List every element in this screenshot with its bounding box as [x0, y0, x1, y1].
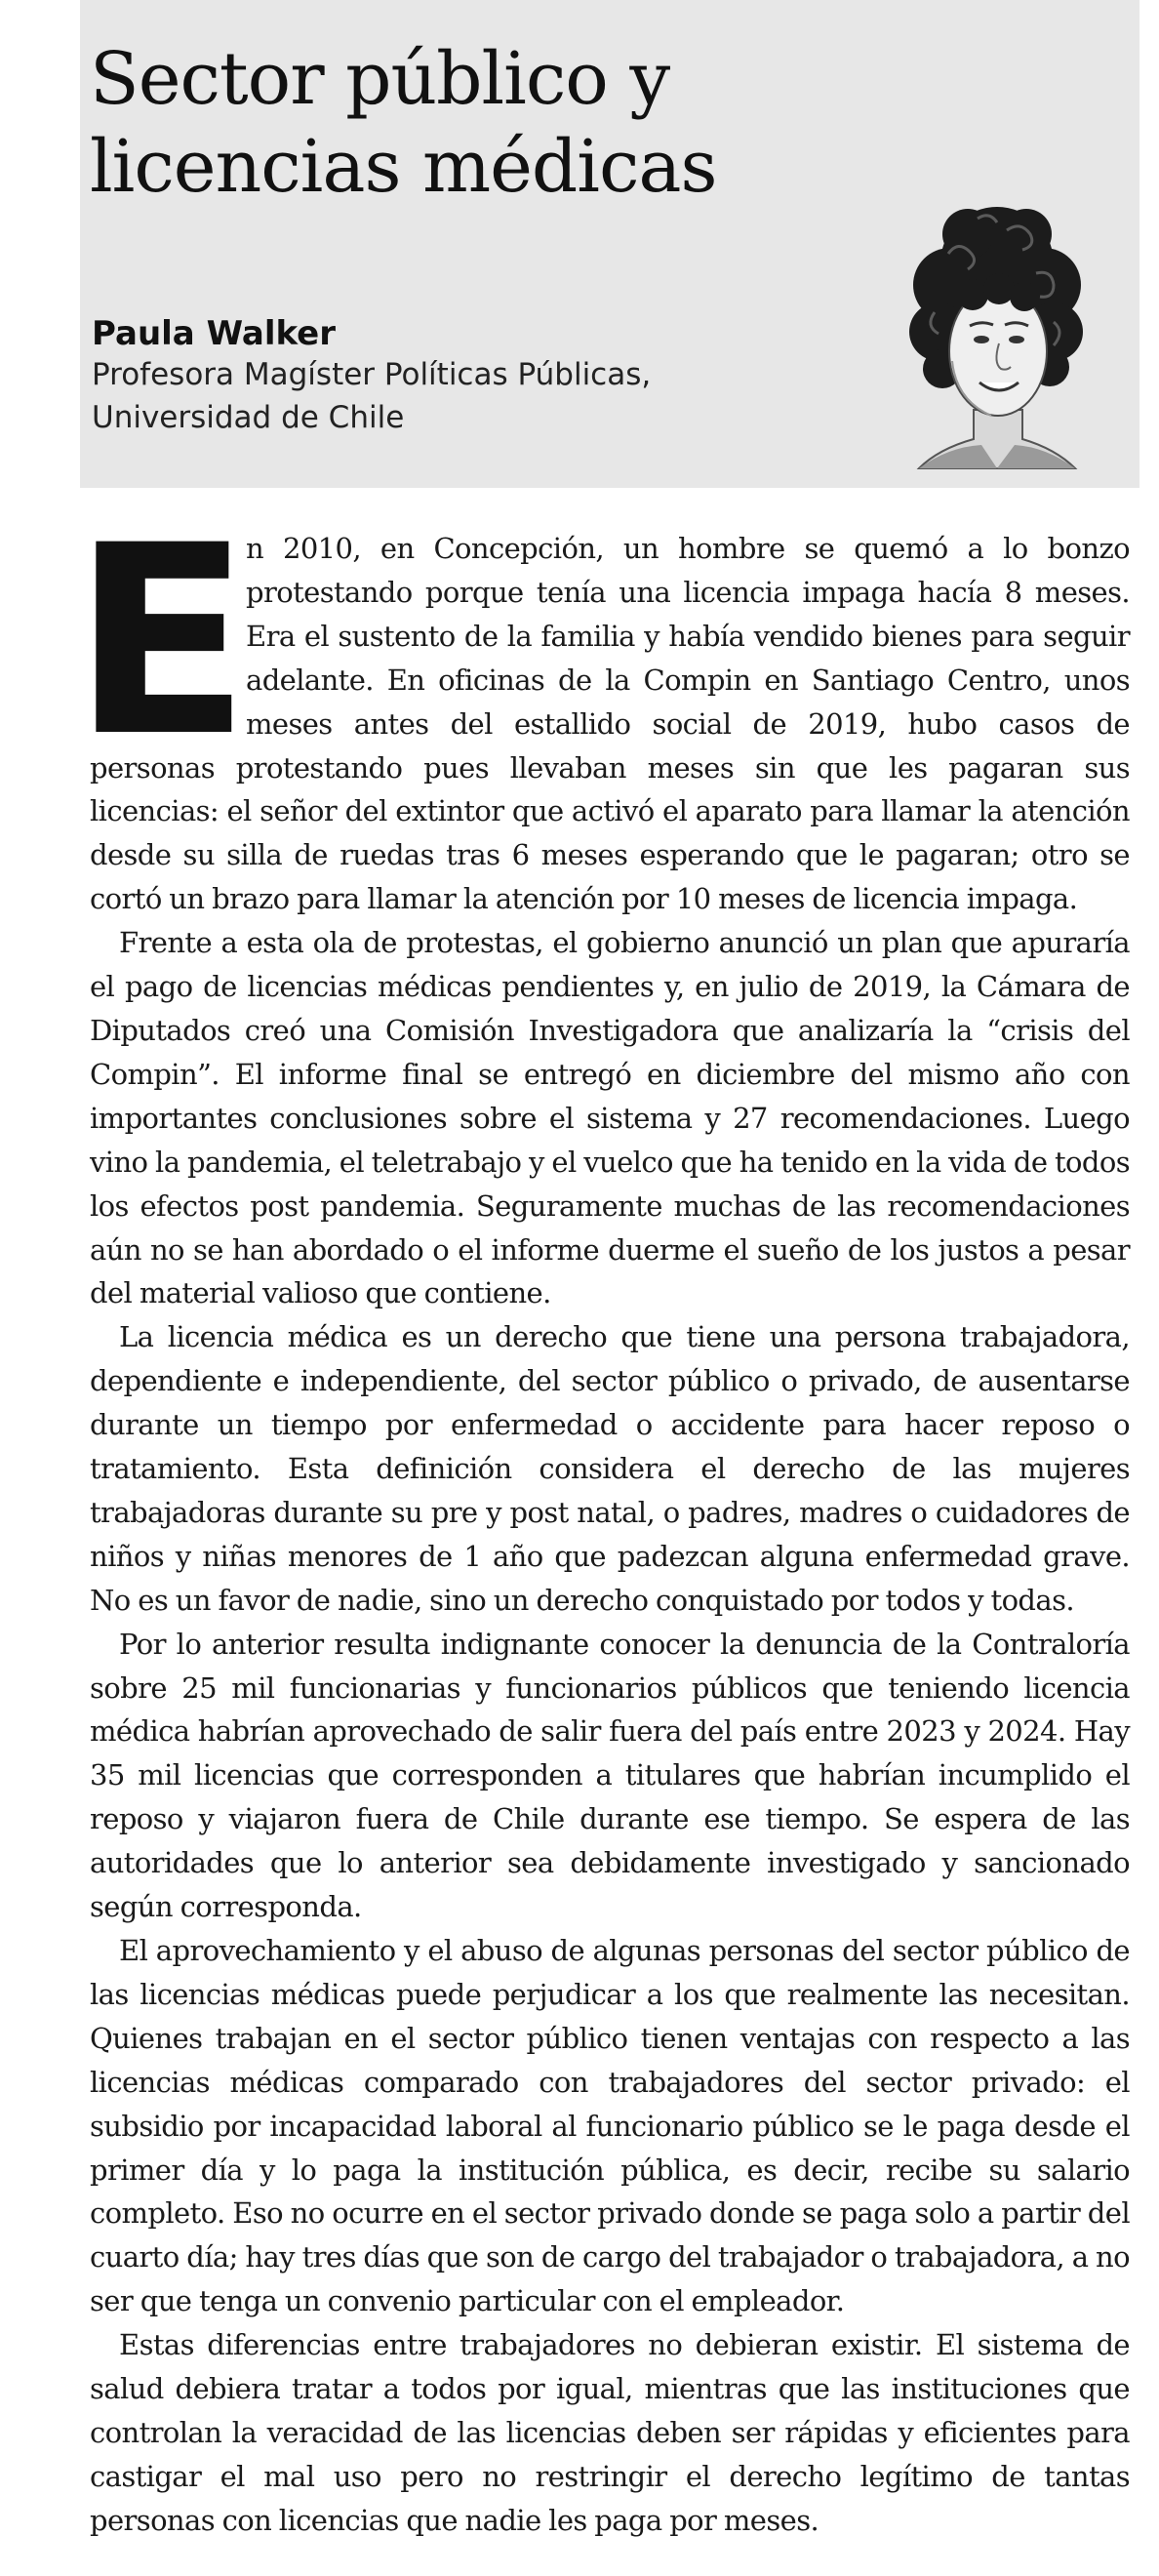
headline [90, 35, 717, 211]
author-role-line-2: Universidad de Chile [92, 400, 405, 435]
article-body [71, 490, 1131, 2543]
author-role-line-1: Profesora Magíster Políticas Públicas, [92, 357, 652, 392]
drop-cap-letter: E [71, 490, 251, 794]
author-portrait [880, 195, 1114, 468]
headline-line-1: Sector público y [90, 37, 670, 121]
paragraph-1-text: n 2010, en Concepción, un hombre se quemó a lo bonzo protestando porque tenía una licencia impaga hacía 8 meses. Era el sustento de la familia y había vendido bienes para seguir adelante. En oficinas de la Compin en Santiago Centro, unos meses antes del estallido social de 2019, hubo casos de personas protestando pues llevaban meses sin que les pagaran sus licencias: el señor del extintor que activó el aparato para llamar la atención desde su silla de ruedas tras 6 meses esperando que le pagaran; otro se cortó un brazo para llamar la atención por 10 meses de licencia impaga. [90, 532, 1130, 916]
paragraph-1 [71, 490, 1130, 921]
paragraph-2: Frente a esta ola de protestas, el gobierno anunció un plan que apuraría el pago de licencias médicas pendientes y, en julio de 2019, la Cámara de Diputados creó una Comisión Investigadora que analizaría la “crisis del Compin”. El informe final se entregó en diciembre del mismo año con importantes conclusiones sobre el sistema y 27 recomendaciones. Luego vino la pandemia, el teletrabajo y el vuelco que ha tenido en la vida de todos los efectos post pandemia. Seguramente muchas de las recomendaciones aún no se han abordado o el informe duerme el sueño de los justos a pesar del material valioso que contiene. [90, 926, 1131, 1310]
paragraph-5: El aprovechamiento y el abuso de algunas personas del sector público de las licencias médicas puede perjudicar a los que realmente las necesitan. Quienes trabajan en el sector público tienen ventajas con respecto a las licencias médicas comparado con trabajadores del sector privado: el subsidio por incapacidad laboral al funcionario público se le paga desde el primer día y lo paga la institución pública, es decir, recibe su salario completo. Eso no ocurre en el sector privado donde se paga solo a partir del cuarto día; hay tres días que son de cargo del trabajador o trabajadora, a no ser que tenga un convenio particular con el empleador. [90, 1934, 1130, 2318]
paragraph-6: Estas diferencias entre trabajadores no debieran existir. El sistema de salud debiera tratar a todos por igual, mientras que las instituciones que controlan la veracidad de las licencias deben ser rápidas y eficientes para castigar el mal uso pero no restringir el derecho legítimo de tantas personas con licencias que nadie les paga por meses. [90, 2328, 1130, 2537]
headline-line-2: licencias médicas [90, 125, 717, 209]
author-name: Paula Walker [92, 314, 337, 353]
author-role [92, 353, 651, 439]
drop-cap [71, 490, 251, 794]
article-header [80, 0, 1139, 488]
paragraph-4: Por lo anterior resulta indignante conocer la denuncia de la Contraloría sobre 25 mil funcionarias y funcionarios públicos que teniendo licencia médica habrían aprovechado de salir fuera del país entre 2023 y 2024. Hay 35 mil licencias que corresponden a titulares que habrían incumplido el reposo y viajaron fuera de Chile durante ese tiempo. Se espera de las autoridades que lo anterior sea debidamente investigado y sancionado según corresponda. [90, 1627, 1130, 1924]
paragraph-3: La licencia médica es un derecho que tiene una persona trabajadora, dependiente e independiente, del sector público o privado, de ausentarse durante un tiempo por enfermedad o accidente para hacer reposo o tratamiento. Esta definición considera el derecho de las mujeres trabajadoras durante su pre y post natal, o padres, madres o cuidadores de niños y niñas menores de 1 año que padezcan alguna enfermedad grave. No es un favor de nadie, sino un derecho conquistado por todos y todas. [90, 1320, 1130, 1617]
